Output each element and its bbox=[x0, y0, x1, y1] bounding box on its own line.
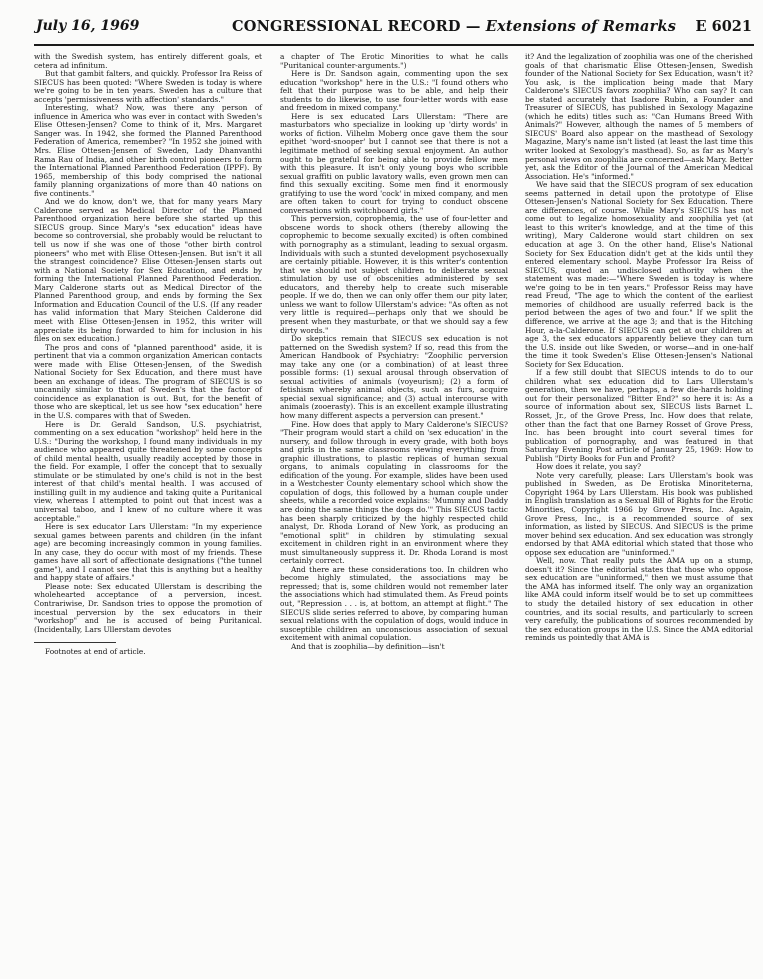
paragraph: And that is zoophilia—by definition—isn't bbox=[291, 641, 445, 651]
paragraph: Note very carefully, please: Lars Ullerstam's book was published in Sweden, as De Erotiska Minoriteterna, Copyright 1964 by Lars Ullerstam. His book was published in English translation as a Sexual Bill of Rights for the Erotic Minorities, Copyright 1966 by Grove Press, Inc. Again, Grove Press, Inc., is a recommended source of sex information, as listed by SIECUS. And SIECUS is the prime mover behind sex education. And sex education was strongly endorsed by that AMA editorial which stated that those who oppose sex education are "uninformed." bbox=[525, 470, 753, 557]
paragraph: Interesting, what? Now, was there any person of influence in America who was ever in contact with Sweden's Elise Ottesen-Jensen? Come to think of it, Mrs. Margaret Sanger was. In 1942, she formed the Planned Parenthood Federation of America, remember? "In 1952 she joined with Mrs. Elise Ottesen-Jensen of Sweden, Lady Dhanvanthi Rama Rau of India, and other birth control pioneers to form the International Planned Parenthood Federation (IPPF). By 1965, membership of this body comprised the national family planning organizations of more than 40 nations on five continents." bbox=[34, 103, 262, 198]
header-title bbox=[232, 18, 676, 35]
paragraph: Here is sex educated Lars Ullerstam: "There are masturbators who specialize in looking up 'dirty words' in works of fiction. Vilhelm Moberg once gave them the sour epithet 'word-snooper' but I cannot see that there is not a legitimate method of seeking sexual enjoyment. An author ought to be grateful for being able to provide fellow men with this pleasure. It isn't only young boys who scribble sexual graffiti on public lavatory walls, even grown men can find this sexually exciting. Some men find it enormously gratifying to use the word 'cock' in mixed company, and men are often taken to court for trying to conduct obscene conversations with switchboard girls." bbox=[280, 111, 508, 215]
header-page-number: E 6021 bbox=[695, 18, 752, 35]
text-column-1 bbox=[34, 53, 262, 657]
paragraph: And we do know, don't we, that for many years Mary Calderone served as Medical Director of the Planned Parenthood organization here before she started up this SIECUS group. Since Mary's "sex education" ideas have become so controversial, she probably would be reluctant to tell us now if she was one of those "other birth control pioneers" who met with Elise Ottesen-Jensen. But isn't it all the strangest coincidence? Elise Ottesen-Jensen starts out with a National Society for Sex Education, and ends by forming the International Planned Parenthood Federation. Mary Calderone starts out as Medical Director of the Planned Parenthood group, and ends by forming the Sex Information and Education Council of the U.S. (If any reader has valid information that Mary Steichen Calderone did meet with Elise Ottesen-Jensen in 1952, this writer will appreciate its being forwarded to him for inclusion in his files on sex education.) bbox=[34, 197, 262, 344]
page-header bbox=[34, 8, 754, 38]
header-title-main: CONGRESSIONAL RECORD — bbox=[232, 18, 486, 35]
header-rule bbox=[34, 44, 754, 46]
footnote-note: Footnotes at end of article. bbox=[45, 647, 146, 657]
paragraph: with the Swedish system, has entirely different goals, et cetera ad infinitum. bbox=[34, 52, 262, 70]
paragraph: The pros and cons of "planned parenthood" aside, it is pertinent that via a common organization American contacts were made with Elise Ottesen-Jensen, of the Swedish National Society for Sex Education, and there must have been an exchange of ideas. The program of SIECUS is so uncannily similar to that of Sweden's that the factor of coincidence as explanation is out. But, for the benefit of those who are skeptical, let us see how "sex education" here in the U.S. compares with that of Sweden. bbox=[34, 342, 262, 420]
paragraph: Well, now. That really puts the AMA up on a stump, doesn't it? Since the editorial states that those who oppose sex education are "uninformed," then we must assume that the AMA has informed itself. The only way an organization like AMA could inform itself would be to set up committees to study the detailed history of sex education in other countries, and its social results, and particularly to screen very carefully, the publications of sources recommended by the sex education groups in the U.S. Since the AMA editorial reminds us pointedly that AMA is bbox=[525, 556, 753, 643]
paragraph: This perversion, coprophemia, the use of four-letter and obscene words to shock others (thereby allowing the coprophemic to become sexually excited) is often combined with pornography as a stimulant, leading to sexual orgasm. Individuals with such a stunted development psychosexually are certainly pitiable. However, it is this writer's contention that we should not subject children to deliberate sexual stimulation by use of obscenities administered by sex educators, and thereby help to create such miserable people. If we do, then we can only offer them our pity later, unless we want to follow Ullerstam's advice: "As often as not very little is required—perhaps only that we should be present when they masturbate, or that we should say a few dirty words." bbox=[280, 214, 508, 335]
paragraph: Fine. How does that apply to Mary Calderone's SIECUS? "Their program would start a child on 'sex education' in the nursery, and follow through in every grade, with both boys and girls in the same classrooms viewing everything from graphic illustrations, to plastic replicas of human sexual organs, to animals copulating in classrooms for the edification of the young. For example, slides have been used in a Westchester County elementary school which show the copulation of dogs, this followed by a human couple under sheets, while a recorded voice explains: 'Mummy and Daddy are doing the same things the dogs do.'" This SIECUS tactic has been sharply criticized by the highly respected child analyst, Dr. Rhoda Lorand of New York, as producing an "emotional split" in children by stimulating sexual excitement in children right in an environment where they must simultaneously suppress it. Dr. Rhoda Lorand is most certainly correct. bbox=[280, 419, 508, 566]
paragraph: Here is Dr. Sandson again, commenting upon the sex education "workshop" here in the U.S.: "I found others who felt that their purpose was to be able, and help their students to do likewise, to use four-letter words with ease and freedom in mixed company." bbox=[280, 69, 508, 113]
header-date: July 16, 1969 bbox=[36, 18, 140, 34]
text-column-2 bbox=[280, 53, 508, 651]
paragraph: And there are these considerations too. In children who become highly stimulated, the associations may be repressed; that is, some children would not remember later the associations which had stimulated them. As Freud points out, "Repression . . . is, at bottom, an attempt at flight." The SIECUS slide series referred to above, by comparing human sexual relations with the copulation of dogs, would induce in susceptible children an unconscious association of sexual excitement with animal copulation. bbox=[280, 564, 508, 643]
paragraph: Please note: Sex educated Ullerstam is describing the wholehearted acceptance of a perversion, incest. Contrariwise, Dr. Sandson tries to oppose the promotion of incestual perversion by the sex educators in their "workshop" and he is accused of being Puritanical. (Incidentally, Lars Ullerstam devotes bbox=[34, 581, 262, 634]
paragraph: How does it relate, you say? bbox=[536, 462, 642, 472]
paragraph: If a few still doubt that SIECUS intends to do to our children what sex education did to Lars Ullerstam's generation, then we have, perhaps, a few die-hards holding out for their personalized "Bitter End?" so here it is: As a source of information about sex, SIECUS lists Barnet L. Rosset, Jr., of the Grove Press, Inc. How does that relate, other than the fact that one Barney Rosset of Grove Press, Inc. has been brought into court several times for publication of pornography, and was featured in that Saturday Evening Post article of January 25, 1969: How to Publish "Dirty Books for Fun and Profit? bbox=[525, 368, 753, 463]
paragraph: Do skeptics remain that SIECUS sex education is not patterned on the Swedish system? If so, read this from the American Handbook of Psychiatry: "Zoophilic perversion may take any one (or a combination) of at least three possible forms: (1) sexual arousal through observation of sexual activities of animals (voyeurism); (2) a form of fetishism whereby animal objects, such as furs, acquire special sexual significance; and (3) actual intercourse with animals (zooerasty). This is an excellent example illustrating how many different aspects a perversion can present." bbox=[280, 334, 508, 420]
paragraph: But that gambit falters, and quickly. Professor Ira Reiss of SIECUS has been quoted: "Where Sweden is today is where we're going to be in ten years. Sweden has a culture that accepts 'permissiveness with affection' standards." bbox=[34, 69, 262, 104]
paragraph: a chapter of The Erotic Minorities to what he calls "Puritanical counter-arguments.") bbox=[280, 52, 508, 70]
paragraph: Here is Dr. Gerald Sandson, U.S. psychiatrist, commenting on a sex education "workshop" held here in the U.S.: "During the workshop, I found many individuals in my audience who appeared quite threatened by some concepts of child mental health, usually readily accepted by those in the field. For example, I offer the concept that to sexually stimulate or be stimulated by one's child is not in the best interest of that child's mental health. I was accused of instilling guilt in my audience and taking quite a Puritanical view, whereas I attempted to point out that incest was a universal taboo, and I knew of no culture where it was acceptable." bbox=[34, 419, 262, 523]
paragraph: We have said that the SIECUS program of sex education seems patterned in detail upon the prototype of Elise Ottesen-Jensen's National Society for Sex Education. There are differences, of course. While Mary's SIECUS has not come out to legalize homosexuality and zoophilia yet (at least to this writer's knowledge, and at the time of this writing), Mary Calderone would start children on sex education at age 3. On the other hand, Elise's National Society for Sex Education didn't get at the kids until they entered elementary school. Maybe Professor Ira Reiss of SIECUS, quoted an undisclosed authority when the statement was made:—"Where Sweden is today is where we're going to be in ten years." Professor Reiss may have read Freud, "The age to which the content of the earliest memories of childhood are usually referred back is the period between the ages of two and four." If we split the difference, we arrive at the age 3; and that is the Hitching Hour, a-la-Calderone. If SIECUS can get at our children at age 3, the sex educators apparently believe they can turn the U.S. inside out like Sweden, or worse—and in one-half the time it took Sweden's Elise Ottesen-Jensen's National Society for Sex Education. bbox=[525, 180, 753, 369]
paragraph: Here is sex educator Lars Ullerstam: "In my experience sexual games between parents and children (in the infant age) are becoming increasingly common in young families. In any case, they do occur with most of my friends. These games have all sort of affectionate designations ("the tunnel game"), and I cannot see that this is anything but a healthy and happy state of affairs." bbox=[34, 522, 262, 583]
footnote-rule bbox=[34, 642, 116, 643]
header-subtitle: Extensions of Remarks bbox=[485, 18, 677, 35]
text-column-3 bbox=[525, 53, 753, 643]
paragraph: it? And the legalization of zoophilia was one of the cherished goals of that charismatic Elise Ottesen-Jensen, Swedish founder of the National Society for Sex Education, wasn't it? You ask, is the implication being made that Mary Calderone's SIECUS favors zoophilia? Who can say? It can be stated accurately that Isadore Rubin, a Founder and Treasurer of SIECUS, has published in Sexology Magazine (which he edits) titles such as: "Can Humans Breed With Animals?" However, although the names of 5 members of SIECUS' Board also appear on the masthead of Sexology Magazine, Mary's name isn't listed (at least the last time this writer looked at Sexology's masthead). So, as far as Mary's personal views on zoophilia are concerned—ask Mary. Better yet, ask the Editor of the Journal of the American Medical Association. He's "informed." bbox=[525, 52, 753, 181]
